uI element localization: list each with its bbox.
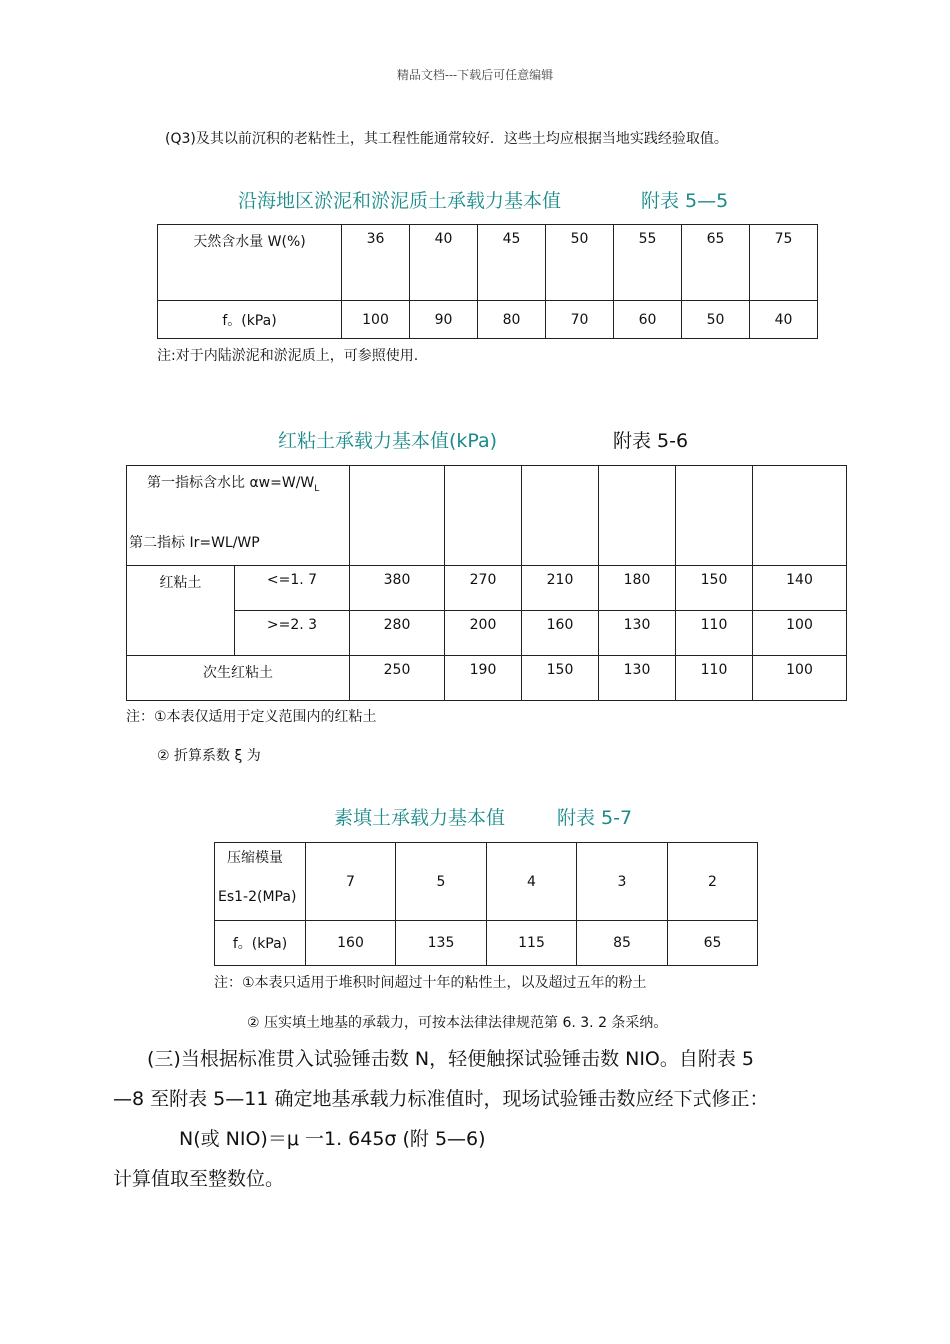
table-cell: 50 (682, 301, 750, 339)
table2-note1: 注：①本表仅适用于定义范围内的红粘土 (126, 709, 377, 725)
table3-header-line2: Es1-2(MPa) (218, 889, 297, 905)
table3-label: 附表 5-7 (557, 807, 633, 829)
table2 (126, 465, 847, 701)
table2-row1-cond: <=1. 7 (235, 566, 350, 611)
table3-note1: 注：①本表只适用于堆积时间超过十年的粘性土，以及超过五年的粉土 (214, 975, 647, 991)
table-cell: 50 (546, 225, 614, 301)
table-cell: 130 (599, 611, 676, 656)
table-cell: 110 (676, 611, 753, 656)
table-cell: 270 (445, 566, 522, 611)
table-cell: 180 (599, 566, 676, 611)
table-cell: 36 (342, 225, 410, 301)
table-cell (599, 466, 676, 566)
table-cell: 115 (487, 921, 577, 966)
table-cell: 40 (410, 225, 478, 301)
table2-label: 附表 5-6 (613, 430, 689, 452)
table1-title: 沿海地区淤泥和淤泥质土承载力基本值 (238, 190, 562, 212)
table-cell (350, 466, 445, 566)
table2-group-label: 红粘土 (127, 566, 235, 656)
table1-row2-label: f。(kPa) (158, 301, 342, 339)
table-cell (676, 466, 753, 566)
table2-note2: ② 折算系数 ξ 为 (157, 748, 261, 764)
table-cell: 150 (676, 566, 753, 611)
table3-row2-label: f。(kPa) (215, 921, 306, 966)
table1-note: 注:对于内陆淤泥和淤泥质上，可参照使用. (157, 348, 419, 364)
section3-line3: 计算值取至整数位。 (113, 1168, 285, 1190)
table-cell: 4 (487, 843, 577, 921)
table-cell (522, 466, 599, 566)
table-cell: 90 (410, 301, 478, 339)
table-cell: 60 (614, 301, 682, 339)
table2-header-cell (127, 466, 350, 566)
table-cell: 5 (396, 843, 487, 921)
table-cell: 70 (546, 301, 614, 339)
table-cell: 85 (577, 921, 668, 966)
table-cell: 45 (478, 225, 546, 301)
table3-note2: ② 压实填土地基的承载力，可按本法律法律规范第 6. 3. 2 条采纳。 (247, 1015, 668, 1031)
table-cell: 130 (599, 656, 676, 701)
table-cell: 100 (753, 656, 847, 701)
table2-header-line1: 第一指标含水比 $\alpha w=W/W_L$ (147, 475, 320, 494)
table2-header-line2: 第二指标 Ir=WL/WP (129, 535, 260, 551)
table-cell: 150 (522, 656, 599, 701)
table-cell: 380 (350, 566, 445, 611)
table3-row-modulus (215, 843, 758, 921)
table-cell: 160 (306, 921, 396, 966)
intro-paragraph: (Q3)及其以前沉积的老粘性土，其工程性能通常较好．这些土均应根据当地实践经验取值。 (165, 131, 728, 147)
table2-row1 (127, 566, 847, 611)
table1 (157, 224, 818, 339)
section3-formula: N(或 NIO)＝μ 一1. 645σ (附 5—6) (179, 1128, 486, 1150)
table-cell: 190 (445, 656, 522, 701)
table1-row1-label: 天然含水量 W(%) (158, 225, 342, 301)
table-cell (753, 466, 847, 566)
page-header: 精品文档---下载后可任意编辑 (396, 68, 554, 82)
table1-row-capacity (158, 301, 818, 339)
table-cell: 110 (676, 656, 753, 701)
table-cell: 280 (350, 611, 445, 656)
table-cell: 160 (522, 611, 599, 656)
table3-header-cell (215, 843, 306, 921)
table-cell: 80 (478, 301, 546, 339)
table2-title: 红粘土承载力基本值(kPa) (278, 430, 498, 452)
table2-row3 (127, 656, 847, 701)
subscript-l: L (314, 483, 320, 494)
table-cell: 7 (306, 843, 396, 921)
table3-row-capacity (215, 921, 758, 966)
table-cell: 140 (753, 566, 847, 611)
table-cell: 210 (522, 566, 599, 611)
table2-row2 (127, 611, 847, 656)
table2-row2-cond: >=2. 3 (235, 611, 350, 656)
section3-line1: (三)当根据标准贯入试验锤击数 N，轻便触探试验锤击数 NIO。自附表 5 (147, 1048, 755, 1070)
table-cell: 65 (682, 225, 750, 301)
table-cell: 75 (750, 225, 818, 301)
table-cell: 55 (614, 225, 682, 301)
table-cell: 135 (396, 921, 487, 966)
section3-line2: —8 至附表 5—11 确定地基承载力标准值时，现场试验锤击数应经下式修正： (113, 1088, 769, 1110)
table-cell: 100 (342, 301, 410, 339)
table3-header-line1: 压缩模量 (227, 850, 283, 866)
table-cell (445, 466, 522, 566)
table1-label: 附表 5—5 (641, 190, 729, 212)
table1-row-moisture (158, 225, 818, 301)
table-cell: 3 (577, 843, 668, 921)
table-cell: 100 (753, 611, 847, 656)
table-cell: 250 (350, 656, 445, 701)
table2-row3-label: 次生红粘土 (127, 656, 350, 701)
table2-header-row (127, 466, 847, 566)
table-cell: 2 (668, 843, 758, 921)
table-cell: 200 (445, 611, 522, 656)
table3 (214, 842, 758, 966)
table3-title: 素填土承载力基本值 (334, 807, 506, 829)
table-cell: 40 (750, 301, 818, 339)
table-cell: 65 (668, 921, 758, 966)
